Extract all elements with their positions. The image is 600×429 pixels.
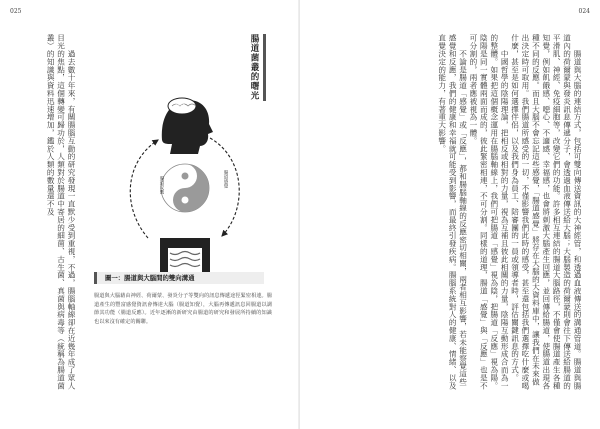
arrow-up-left xyxy=(130,140,158,238)
right-body-text xyxy=(320,34,582,390)
right-page xyxy=(300,0,600,429)
gut-reaction-label: 腸道反應 xyxy=(159,176,164,194)
left-page-number: 025 xyxy=(10,8,22,15)
right-paragraph-1: 腸道與大腦的連結方式，包括可雙向傳送資訊的大神經管，和透過血液傳送的溝通管道。腸道與腸道內的荷爾蒙與發炎訊息傳遞分子，會透過血液傳送給大腦；大腦製造的荷爾蒙則會往下傳送給腸道的平滑肌、神經、免疫細胞等，改變它們的功能。許多相互連結的腸道大腦路徑，不僅會使腸道產生各種知覺，例如飢餓感、噁心、不適感、幸福感，也會將刺激大腦產生回應，並回傳給腸道，使腸道出現各種不同的反應。而且大腦不會忘記這些感覺，「腸道感覺」將存在大腦的大資料庫中，讓我們在未來做出決定時可取用。我們腸道所感受的一切，不僅影響我們此時的感受，甚至還包括我們選擇吃什麼或喝什麼，甚至是如何選擇伴侶，以及我們身為員工、陪審團的一員或領導者時，評估關鍵訊息的方式。 xyxy=(510,34,582,390)
yin-yang-icon xyxy=(161,164,209,212)
left-paragraph: 過去數十年來，有關腸腦互動的研究發現一直默少受到重視，不過，腸腦軸線卻在近幾年成了眾人目光的焦點，這個轉變可歸功於，人類對於腸道中寄居的細菌、古生菌、真菌與病毒等（統稱為腸道菌叢）的知識與資料迅速增加，鑑於人類的數量還不及 xyxy=(46,34,76,390)
left-body-text xyxy=(10,34,76,390)
figure-caption-text: 腸道與大腦藉由神經、荷爾蒙、發炎分子等雙向的訊息傳遞途徑緊密相連。腸道產生的豐富感覺資訊會傳達大腦（腸道知覺），大腦再傳遞訊息回腸道以調節其功能（腸道反應）。近年逐漸的新研究由腸道的研究和發展所持續的知識也以來沒有確定的關聯。 xyxy=(94,293,272,325)
brain-label: 情緒 xyxy=(174,104,186,110)
gut-sensation-label: 腸道感覺 xyxy=(223,170,228,188)
right-paragraph-3: 不論是腸道「感覺」或「反應」，都和腸腦軸線的反應密切相關，兩者相互影響，若未能察覺這些感覺和反應，我們的健康和幸福就可能受到影響，而最終引發疾病。腸腦系統對人的健康、情緒、以及直覺決定的能力，有著重大影響。 xyxy=(437,34,468,390)
section-heading: 腸道菌叢的曙光 xyxy=(248,34,266,101)
right-page-number: 024 xyxy=(578,8,590,15)
figure-caption-title: 圖一：腸道與大腦間的雙向溝通 xyxy=(94,272,264,284)
intestine-icon xyxy=(160,238,210,274)
gut-brain-figure xyxy=(110,78,260,288)
right-paragraph-2: 中國哲學的陰陽理論，把相反或相對的力量，視為互補且彼此相關的力量，陰陽互動形成合而為一的整體。如果把這個概念運用在腸腦軸線上，我們可把腸道「感覺」視為陰，把腸道「反應」視為陽。陰陽是同一實體兩面而成的，彼此緊密相連，不可分割。同樣的道理，腸道「感覺」與「反應」也是不可分割的，兩者應被視為一體。 xyxy=(468,34,510,390)
head-silhouette-icon xyxy=(162,98,213,154)
